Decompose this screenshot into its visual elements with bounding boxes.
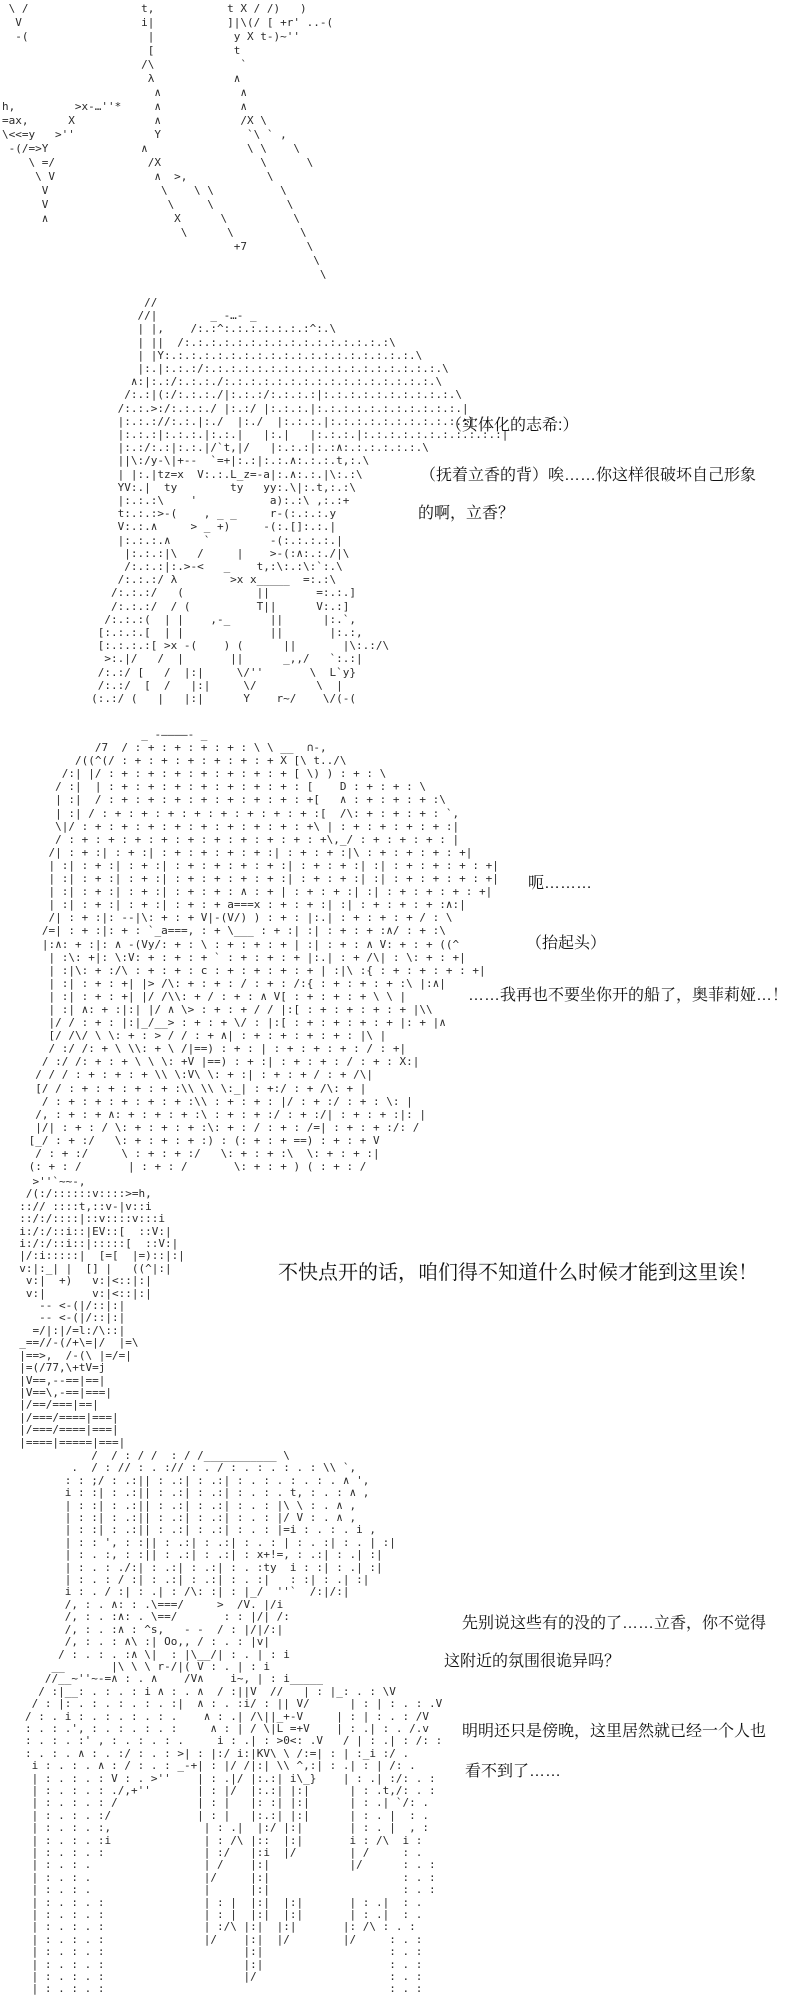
dialogue-line: 不快点开的话，咱们得不知道什么时候才能到这里诶！ xyxy=(278,1262,758,1284)
aa-character-chibi: >''`~~-, /(:/::::::v::::>=h, ::// ::::t,::v-|v::i ::/:/::::|::v::::v:::i i:/:/::i::|EV::[ ::V:| i:/:/::i::|:::::[ ::V:| |/:i:::::| [=[ |=)::|:| v:|:_| | [] | ((^|:| v:| +) v:|<::|:| v:| v:|<::|:| -- <-(|/::|:| -- <-(|/::|:| =/|:|/=l:/\::| _==//-(/+\=|/ |=\ |==>, /-(\ |=/=| |=(/77,\+tV=j |V==,--==|==| |V==\,-==|===| |/==/===|==| |/===/====|===| |/===/====|===| |====|=====|===| xyxy=(19,1175,185,1449)
aa-character-bottom: / / : / / : / /___________ \ . / : // : . :// : . / : . : . : . : \\ `, : : ;/ : .:|| : .:| : .:| : . : . : . : . ∧ ', i : :| : .:|| : .:| : .:| : . : . t, : . : ∧ , | : :| : .:|| : .:| : .:| : . : |\ \ : . ∧ , | : :| : .:|| : .:| : .:| : . : |/ V : . ∧ , | : :| : .:|| : .:| : .:| : . : |=i : . : . i , | : : ', : :|| : .:| : .:| : . : | : . :| : . | :| | : . :, : :|| : .:| : .:| : x+!=, : .:| : .| :| | : . : ./:| : .:| : .:| : . :ty i : :| : .| :| | : . : / :| : .:| : .:| : . :| : :| : .| :| i : . / :| : .| : /\: :| : |_/ ''` /:|/:| /, : . ∧: : .\===/ > /V. |/i /, : . :∧: . \==/ : : |/| /: /, : . :∧ : ^s, - - / : |/|/:| /, : . : ∧\ :| Oo,, / : . : |v| / : . : . :∧ \| : |\__/| : . | : i __ |\ \ \ r-/|( V : . | : i //__~''~-=∧ : . ∧ /V∧ i~, | : i_____ / :|__: . : . : i ∧ : . ∧ / :||V // | : |_: . : \V / : |: . : . : . : . :| ∧ : . :i/ : || V/ | : | : . : .V / : . i : . : . : . : . ∧ : .| /\||_+-V | : | : . : /V : . : .', : . : . : . : ∧ : | / \|L =+V | : .| : . /.v : . : . :' , : . : . : . i : .| : >0<: .V / | : .| : /: : : . : . ∧ : . :/ : . : >| : |:/ i:|KV\ \ /:=| : | :_i :/ . i : . : . ∧ : / : . : _-+| : |/ /|:| \\ ^,:| : .| : | /: . | : . : . : V : . >'' | : .|/ |:.:| i\_} | : .| :/: . : | : . : . : ./,+'' | : |/ |:.:| |:| | : .t,/: . : | : . : . : / | : | |: :| |:| | : .| `/: . | : . : . :/ | : | |:.:| |:| | : . | : . | : . : . :, | : .| |:/ |:| | : . | , : | : . : . :i | : /\ |:: |:| i : /\ i : | : . : . : | :/ |:i |/ | / : . | : . : . | / |:| |/ : . : | : . : . |/ |:| : . : | : . : . | |:| : . : | : . : . : | : | |:| |:| | : .| : . | : . : . : | : | |:| |:| | : .| : . | : . : . : | :/\ |:| |:| |: /\ : . : | : . : . : |/ |:| |/ |/ : . : | : . : . : |:| : . : | : . : . : |:| : . : | : . : . : |/ : . : | : . : . : : . : xyxy=(25,1449,443,1996)
aa-top-sketch: \ / t, t X / /) ) V i| ]|\(/ [ +r' ..-( -( | y X t-)~'' [ t /\ ` λ ∧ ∧ ∧ h, >x-…''* ∧ ∧ =ax, X ∧ /X \ \<<=y >'' Y `\ ` , -(/=>Y ∧ \ \ \ \ =/ /X \ \ \ V ∧ >, \ V \ \ \ \ V \ \ \ ∧ X \ \ \ \ \ +7 \ \ \ xyxy=(2,2,334,281)
aa-character-ophelia: _ -————- _ /7 / : + : + : + : + : \ \ __ ∩-, /((^(/ : + : + : + : + : + : + X [\ t../\ /:| |/ : + : + : + : + : + : + : + [ \) ) : + : \ / :| | : + : + : + : + : + : + : + : [ D : + : + : \ | :| / : + : + : + : + : + : + : + : +[ ∧ : + : + : + :\ | :| / : + : + : + : + : + : + : + : + :[ /\: + : + : + : `, \|/ : + : + : + : + : + : + : + : + : +\ | : + : + : + : + :| / : + : + : + : + : + : + : + : + : + : +\,_/ : + : + : + : | /| : + :| : + :| : + : + : + : + :| : + : + :|\ : + : + : + : +| | :| : + :| : + :| : + : + : + : + :| : + : + :| :| : + : + : + : +| | :| : + :| : + :| : + : + : + : + :| : + : + :| :| : + : + : + : +| | :| : + :| : + :| : + : + : ∧ : + | : + : + :| :| : + : + : + : +| | :| : + :| : + :| : + : + a===x : + : + :| :| : + : + : + :∧:| /| : + :|: --|\: + : + V|-(V/) ) : + : |:.| : + : + : + / : \ /=| : + :|: + : `_a===, : + \___ : + :| :| : + : + :∧/ : + :\ |:∧: + :|: ∧ -(Vy/: + : \ : + : + : + | :| : + : ∧ V: + : + ((^ | :\: +|: \:V: + : + : + ` : + : + : + |:.| : + /\| : \: + : +| | :|\: + :/\ : + : + : c : + : + : + : + | :|\ :{ : + : + : + : +| | :| : + : +| |> /\: + : + : / : + : /:{ : + : + : + :\ |:∧| | :| : + : +| |/ /\\: + / : + : ∧ V[ : + : + : + \ \ | | :| ∧: + :|:| |/ ∧ \> : + : + / / |:[ : + : + : + : + |\\ |/ / : + : |:|_/__> : + : + \/ : |:[ : + : + : + : + |: + |∧ [/ /\/ \ \: + : > / / : + ∧| : + : + : + : + : |\ | / :/ /: + \ \\: + \ /|==) : + : | : + : + : + : / : +| / :/ /: + : + \ \ \: +V |==) : + :| : + : + : / : + : X:| / / / : + : + : + \\ \:V\ \: + :| : + : + / : + /\| [/ / : + : + : + : + :\\ \\ \:_| : +:/ : + /\: + | / : + : + : + : + : + :\\ : + : + : |/ : + :/ : + : \: | /, : + : + ∧: + : + : + :\ : + : + :/ : + :/| : + : + :|: | |/| : + : / \: + : + : + :\: + : / : + : /=| : + : + :/: / [_/ : + :/ \: + : + : + :) : (: + : + ==) : + : + V / : + :/ \ : + : + :/ \: + : + :\ \: + : + :| (: + : / | : + : / \: + : + ) ( : + : / xyxy=(28,728,499,1174)
dialogue-line: 看不到了…… xyxy=(465,1763,562,1780)
dialogue-line: （实体化的志希:） xyxy=(446,417,579,434)
dialogue-line: （抚着立香的背）唉……你这样很破坏自己形象 xyxy=(420,467,757,484)
dialogue-line: （抬起头） xyxy=(526,935,607,952)
dialogue-line: 的啊，立香？ xyxy=(418,505,515,522)
dialogue-line: 呃……… xyxy=(528,875,593,892)
dialogue-line: 明明还只是傍晚，这里居然就已经一个人也 xyxy=(462,1723,767,1740)
dialogue-line: ……我再也不要坐你开的船了，奥菲莉娅…！ xyxy=(468,987,789,1004)
dialogue-line: 这附近的氛围很诡异吗？ xyxy=(444,1653,621,1670)
dialogue-line: 先别说这些有的没的了……立香，你不觉得 xyxy=(462,1615,767,1632)
aa-character-shiki: // //| _ -…- _ | |, /:.:^:.:.:.:.:.:.:^:.\ | || /:.:.:.:.:.:.:.:.:.:.:.:.:.:.:.:\ | |Y:.:.:.:.:.:.:.:.:.:.:.:.:.:.:.:.:.:.:.\ |:.|:.:.:/:.:.:.:.:.:.:.:.:.:.:.:.:.:.:.:.:.:.\ ∧:|:.:/:.:.:./:.:.:.:.:.:.:.:.:.:.:.:.:.:.:.:.\ /:.:|(:/:.:.:./|:.:.:/:.:.:.:|:.:.:.:.:.:.:.:.:.:.\ /:.:.>:/:.:.:./ |:.:/ |:.:.:.|:.:.:.:.:.:.:.:.:.:.:.| |:.:.://:.:.|:./ |:./ |:.:.:.|:.:.:.:.:.:.:.:.:.:.:| |:.:.:|:.:.:.|:.:.| |:.| |:.:.:.|:.:.:.:.:.:.:.:.:.:.:| |:.:/:.:|:.:.|/`t,|/ |:.:.:|:.:∧:.:.:.:.:.:.\ ||\:/y-\|+-- `=+|:.:|:.:.∧:.:.:.t,:.\ | |:.|tz=x V:.:.L_z=-a|:.∧:.:.|\:.:\ YV:.| ty ty yy:.\|:.t,:.:\ |:.:.:\ ' a):.:\ ,:.:+ t:.:.:>-( , _ _ r-(:.:.:.y V:.:.∧ > _ +) -(:.[]:.:.| |:.:.:.∧ ` -(:.:.:.:.| |:.:.:|\ / | >-(:∧:.:./|\ /:.:.:|:.>-< _ t,:\:.:\:`:.\ /:.:.:/ λ >x x_____ =:.:\ /:.:.:/ ( || =:.:.] /:.:.:/ / ( T|| V:.:] /:.:.:( | | ,-_ || |:.`, [:.:.:.[ | | || |:.:, [:.:.:.:[ >x -( ) ( || |\:.:/\ >:.|/ / | || _,,/ `:.:| /:.:/ [ / |:| \/'' \ L`y} /:.:/ [ / |:| \/ \ | (:.:/ ( | |:| Y r~/ \/(-( xyxy=(91,296,509,706)
